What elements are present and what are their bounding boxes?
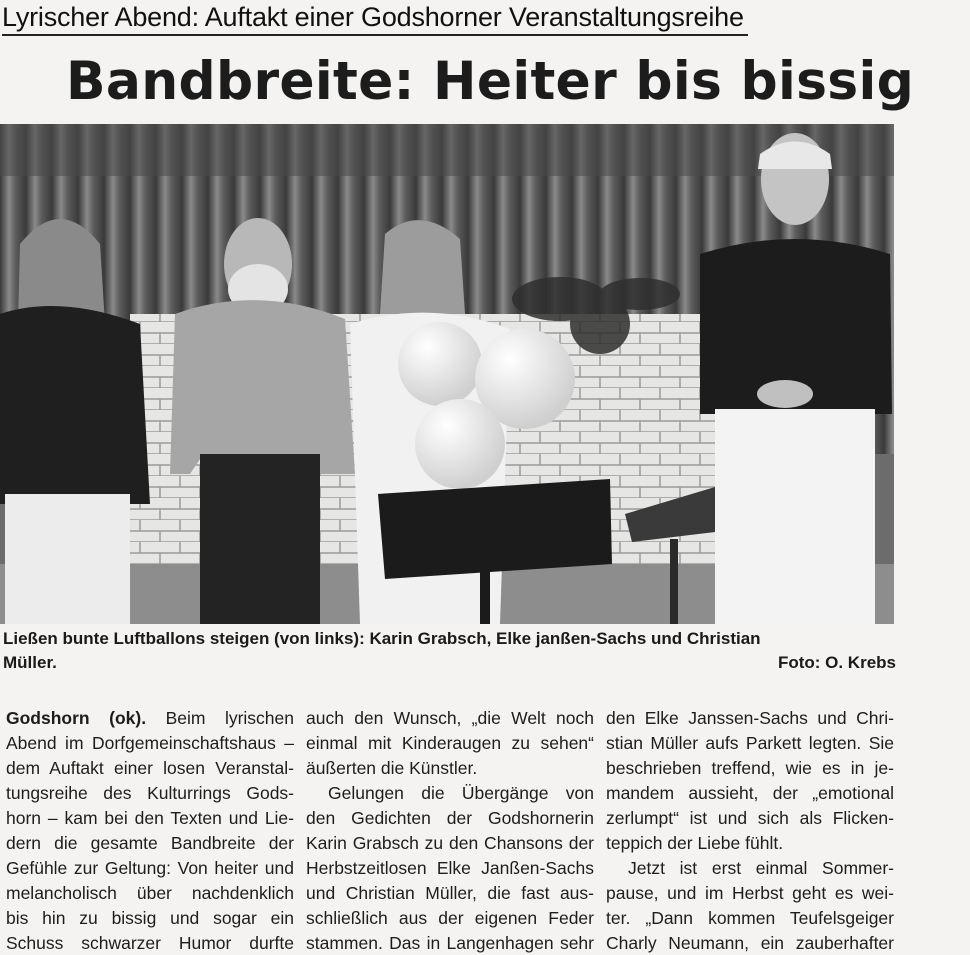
article-line: melancholisch über nachdenklich — [6, 883, 294, 903]
article-line: Jetzt ist erst einmal Sommer- — [628, 858, 894, 878]
article-column-2 — [306, 706, 594, 955]
photo-credit: Foto: O. Krebs — [777, 653, 896, 672]
article-line: Schuss schwarzer Humor durfte — [6, 933, 294, 953]
article-line: zerlumpt“ ist und sich als Flicken- — [606, 808, 894, 828]
article-line: tungsreihe des Kulturrings Gods- — [6, 783, 294, 803]
caption-text-line2: Müller. — [3, 653, 57, 672]
photo-illustration — [0, 124, 894, 624]
article-line: und Christian Müller, die fast aus- — [306, 883, 594, 903]
article-line: mandem aussieht, der „emotional — [606, 783, 894, 803]
article-line: schließlich aus der eigenen Feder — [306, 908, 594, 928]
article-line: stammen. Das in Langenhagen sehr — [306, 933, 594, 953]
article-line: dern die gesamte Bandbreite der — [6, 833, 294, 853]
article-kicker: Lyrischer Abend: Auftakt einer Godshorner Veranstaltungsreihe — [2, 0, 748, 36]
caption-text-line1: Ließen bunte Luftballons steigen (von links): Karin Grabsch, Elke janßen-Sachs und Christian — [3, 629, 761, 648]
article-dateline: Godshorn (ok). — [6, 708, 147, 728]
photo-caption — [3, 627, 896, 675]
article-body — [6, 706, 896, 955]
article-line: stian Müller aufs Parkett legten. Sie — [606, 733, 894, 753]
article-line: bis hin zu bissig und sogar ein — [6, 908, 294, 928]
article-line: Abend im Dorfgemeinschaftshaus – — [6, 733, 294, 753]
article-line: horn – kam bei den Texten und Lie- — [6, 808, 294, 828]
article-line — [6, 706, 294, 731]
article-line: äußerten die Künstler. — [306, 758, 478, 778]
article-line: ter. „Dann kommen Teufelsgeiger — [606, 908, 894, 928]
article-line-text: Beim lyrischen — [146, 708, 295, 728]
article-line: auch den Wunsch, „die Welt noch — [306, 708, 594, 728]
article-column-1 — [6, 706, 294, 955]
article-line: Gelungen die Übergänge von — [328, 783, 594, 803]
article-line: den Elke Janssen-Sachs und Chri- — [606, 708, 894, 728]
article-line: dem Auftakt einer losen Veranstal- — [6, 758, 294, 778]
article-photo — [0, 124, 894, 624]
article-line: pause, und im Herbst geht es wei- — [606, 883, 894, 903]
article-line: beschrieben treffend, wie es in je- — [606, 758, 894, 778]
article-column-3 — [606, 706, 894, 955]
article-line: Herbstzeitlosen Elke Janßen-Sachs — [306, 858, 594, 878]
article-line: Karin Grabsch zu den Chansons der — [306, 833, 594, 853]
article-line: Gefühle zur Geltung: Von heiter und — [6, 858, 294, 878]
article-line: Charly Neumann, ein zauberhafter — [606, 933, 894, 953]
article-line: teppich der Liebe fühlt. — [606, 833, 784, 853]
article-line: einmal mit Kinderaugen zu sehen“ — [306, 733, 594, 753]
article-line: den Gedichten der Godshornerin — [306, 808, 594, 828]
article-headline: Bandbreite: Heiter bis bissig — [66, 51, 915, 112]
